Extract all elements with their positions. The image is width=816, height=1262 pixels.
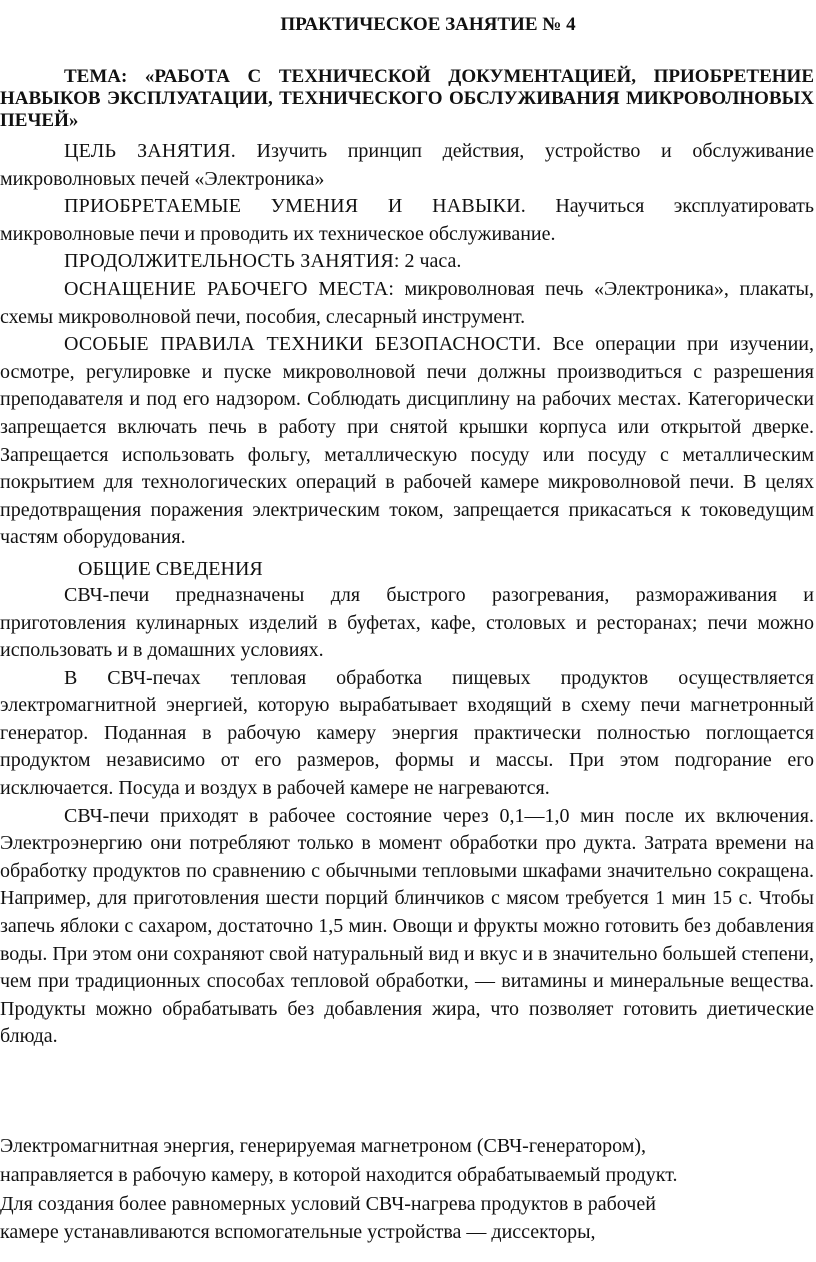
duration-paragraph xyxy=(0,248,814,276)
section-heading: ОБЩИЕ СВЕДЕНИЯ xyxy=(78,557,263,580)
topic-heading: ТЕМА: «РАБОТА С ТЕХНИЧЕСКОЙ ДОКУМЕНТАЦИЕЙ, ПРИОБРЕТЕНИЕ НАВЫКОВ ЭКСПЛУАТАЦИИ, ТЕХНИЧЕСКОГО ОБСЛУЖИВАНИЯ МИКРОВОЛНОВЫХ ПЕЧЕЙ» xyxy=(0,66,814,131)
duration-label: ПРОДОЛЖИТЕЛЬНОСТЬ ЗАНЯТИЯ xyxy=(64,250,394,273)
goal-label: ЦЕЛЬ ЗАНЯТИЯ. xyxy=(64,140,236,162)
equipment-label: ОСНАЩЕНИЕ РАБОЧЕГО МЕСТА xyxy=(64,277,389,300)
page-title: ПРАКТИЧЕСКОЕ ЗАНЯТИЕ № 4 xyxy=(280,14,576,35)
duration-text: : 2 часа. xyxy=(393,250,462,273)
magnetron-line-1: Электромагнитная энергия, генерируемая магнетроном (СВЧ-генератором), xyxy=(0,1135,647,1157)
goal-paragraph xyxy=(0,138,814,193)
equipment-text: : микроволновая печь «Электроника», плакаты, схемы микроволновой печи, пособия, слесарный инструмент. xyxy=(0,277,814,328)
document-bottom-lines xyxy=(0,1132,814,1247)
safety-label: ОСОБЫЕ ПРАВИЛА ТЕХНИКИ БЕЗОПАСНОСТИ. xyxy=(64,333,542,356)
safety-paragraph xyxy=(0,331,814,552)
magnetron-line-2: направляется в рабочую камеру, в которой находится обрабатываемый продукт. xyxy=(0,1163,678,1186)
skills-label: ПРИОБРЕТАЕМЫЕ УМЕНИЯ И НАВЫКИ. xyxy=(64,195,526,218)
paragraph-timing: СВЧ-печи приходят в рабочее состояние через 0,1—1,0 мин после их включения. Электроэнергию они потребляют только в момент обработки про дукта. Затрата времени на обработку продуктов по сравнению с обычными тепловыми шкафами значительно сокращена. Например, для приготовления шести порций блинчиков с мясом требуется 1 мин 15 с. Чтобы запечь яблоки с сахаром, достаточно 1,5 мин. Овощи и фрукты можно готовить без добавления воды. При этом они сохраняют свой натуральный вид и вкус и в значительно большей степени, чем при традиционных способах тепловой обработки, — витамины и минеральные вещества. Продукты можно обрабатывать без добавления жира, что позволяет готовить диетические блюда. xyxy=(0,804,814,1048)
goal-text: Изучить принцип действия, устройство и обслуживание микроволновых печей «Электроника» xyxy=(0,140,814,190)
document-body xyxy=(0,138,814,1051)
paragraph-purpose: СВЧ-печи предназначены для быстрого разогревания, размораживания и приготовления кулинарных изделий в буфетах, кафе, столовых и ресторанах; печи можно использовать и в домашних условиях. xyxy=(0,583,814,662)
dissector-line-2: камере устанавливаются вспомогательные устройства — диссекторы, xyxy=(0,1221,596,1244)
skills-paragraph xyxy=(0,193,814,248)
safety-text: Все операции при изучении, осмотре, регулировке и пуске микроволновой печи должны производиться с разрешения преподавателя и под его надзором. Соблюдать дисциплину на рабочих местах. Категорически запрещается включать печь в работу при снятой крышки корпуса или открытой дверке. Запрещается использовать фольгу, металлическую посуду или посуду с металлическим покрытием для технологических операций в рабочей камере микроволновой печи. В целях предотвращения поражения электрическим током, запрещается прикасаться к токоведущим частям оборудования. xyxy=(0,333,814,549)
equipment-paragraph xyxy=(0,276,814,331)
skills-text: Научиться эксплуатировать микроволновые печи и проводить их техническое обслуживание. xyxy=(0,195,814,245)
paragraph-heating: В СВЧ-печах тепловая обработка пищевых продуктов осуществляется электромагнитной энергией, которую вырабатывает входящий в схему печи магнетронный генератор. Поданная в рабочую камеру энергия практически полностью поглощается продуктом независимо от его размеров, формы и массы. При этом подгорание его исключается. Посуда и воздух в рабочей камере не нагреваются. xyxy=(0,666,814,800)
dissector-line-1: Для создания более равномерных условий СВЧ-нагрева продуктов в рабочей xyxy=(0,1192,656,1215)
